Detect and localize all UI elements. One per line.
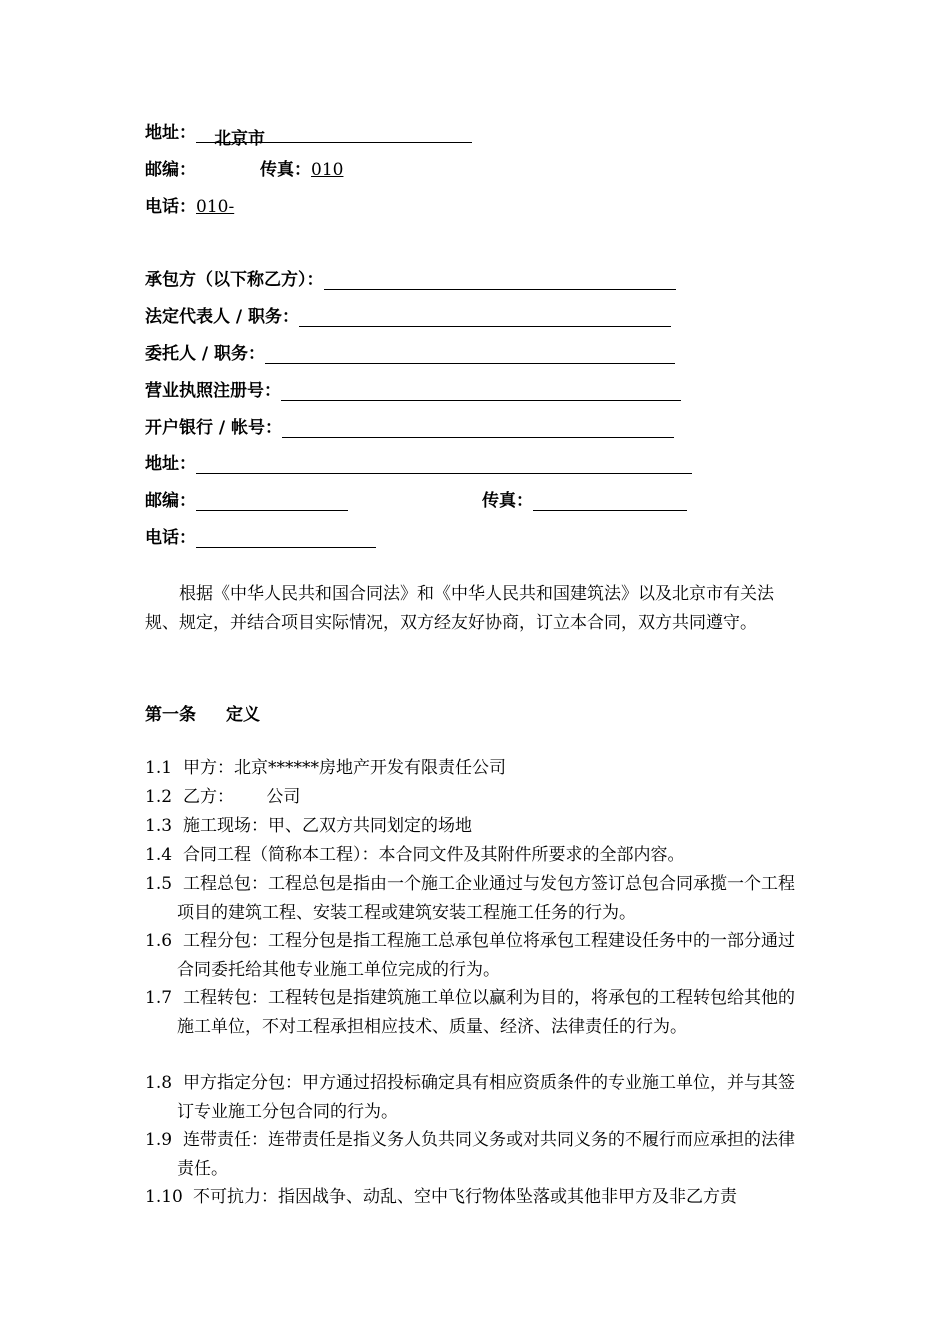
partyB-phone-field [196,529,376,548]
partyA-postcode-label: 邮编： [145,160,196,180]
partyB-address-label: 地址： [145,454,196,474]
preamble [145,580,805,638]
definition-number: 1.6 [145,931,173,951]
partyB-legal-rep-field [299,308,671,327]
partyA-phone-row [145,192,234,217]
article1-number: 第一条 [145,705,196,725]
definition-item [145,984,810,1041]
partyB-address-row [145,449,692,474]
definition-number: 1.8 [145,1073,173,1093]
partyB-contractor-label: 承包方（以下称乙方）： [145,270,324,290]
partyB-license-field [281,382,681,401]
partyA-address-label: 地址： [145,123,196,143]
partyB-fax-field [533,492,687,511]
partyB-license-row [145,376,681,401]
definition-number: 1.2 [145,787,173,807]
article1-heading [145,700,260,725]
definition-item [145,870,810,927]
definition-text: 施工现场：甲、乙双方共同划定的场地 [183,816,472,836]
definition-text: 甲方：北京******房地产开发有限责任公司 [183,758,506,778]
definition-number: 1.9 [145,1130,173,1150]
definition-item [145,783,810,812]
partyA-phone-label: 电话： [145,197,196,217]
definition-number: 1.10 [145,1187,183,1207]
definition-text: 合同工程（简称本工程）：本合同文件及其附件所要求的全部内容。 [183,845,685,865]
definition-item [145,1069,810,1126]
partyB-agent-field [265,345,675,364]
definition-text: 连带责任：连带责任是指义务人负共同义务或对共同义务的不履行而应承担的法律责任。 [177,1130,795,1179]
partyB-agent-label: 委托人 / 职务： [145,344,266,364]
definition-item [145,841,810,870]
definition-text: 甲方指定分包：甲方通过招投标确定具有相应资质条件的专业施工单位，并与其签订专业施工分包合同的行为。 [177,1073,795,1122]
partyB-legal-rep-row [145,302,671,327]
definition-number: 1.3 [145,816,173,836]
partyB-bank-row [145,413,674,438]
definition-text: 乙方： 公司 [183,787,301,807]
definition-item [145,754,810,783]
definition-text: 不可抗力：指因战争、动乱、空中飞行物体坠落或其他非甲方及非乙方责 [193,1187,737,1207]
partyB-bank-field [282,419,674,438]
definition-number: 1.7 [145,988,173,1008]
definition-number: 1.4 [145,845,173,865]
definition-text: 工程转包：工程转包是指建筑施工单位以赢利为目的，将承包的工程转包给其他的施工单位，不对工程承担相应技术、质量、经济、法律责任的行为。 [177,988,795,1037]
partyB-agent-row [145,339,675,364]
partyB-address-field [196,455,692,474]
preamble-text: 根据《中华人民共和国合同法》和《中华人民共和国建筑法》以及北京市有关法规、规定，并结合项目实际情况，双方经友好协商，订立本合同，双方共同遵守。 [145,584,774,633]
partyA-address-row [145,118,472,149]
partyA-phone-value: 010- [196,197,235,217]
partyB-phone-row [145,523,376,548]
partyB-postcode-field [196,492,348,511]
definition-text: 工程分包：工程分包是指工程施工总承包单位将承包工程建设任务中的一部分通过合同委托给其他专业施工单位完成的行为。 [177,931,795,980]
partyB-bank-label: 开户银行 / 帐号： [145,418,283,438]
definition-item [145,812,810,841]
definition-number: 1.5 [145,874,173,894]
partyA-fax-value: 010 [311,160,344,180]
partyB-postcode-fax-row [145,486,687,511]
partyB-fax-label: 传真： [482,491,533,511]
definition-number: 1.1 [145,758,173,778]
partyB-phone-label: 电话： [145,528,196,548]
definition-item [145,1183,810,1212]
partyA-address-value: 北京市 [214,129,265,149]
partyA-fax-label: 传真： [260,160,311,180]
partyA-postcode-fax-row [145,155,343,180]
partyB-legal-rep-label: 法定代表人 / 职务： [145,307,300,327]
definition-item [145,1126,810,1183]
partyB-contractor-row [145,265,676,290]
partyB-postcode-label: 邮编： [145,491,196,511]
partyA-address-field [196,124,472,149]
partyB-license-label: 营业执照注册号： [145,381,281,401]
definition-item [145,927,810,984]
definition-text: 工程总包：工程总包是指由一个施工企业通过与发包方签订总包合同承揽一个工程项目的建筑工程、安装工程或建筑安装工程施工任务的行为。 [177,874,795,923]
partyB-contractor-field [324,271,676,290]
article1-title: 定义 [226,705,260,725]
